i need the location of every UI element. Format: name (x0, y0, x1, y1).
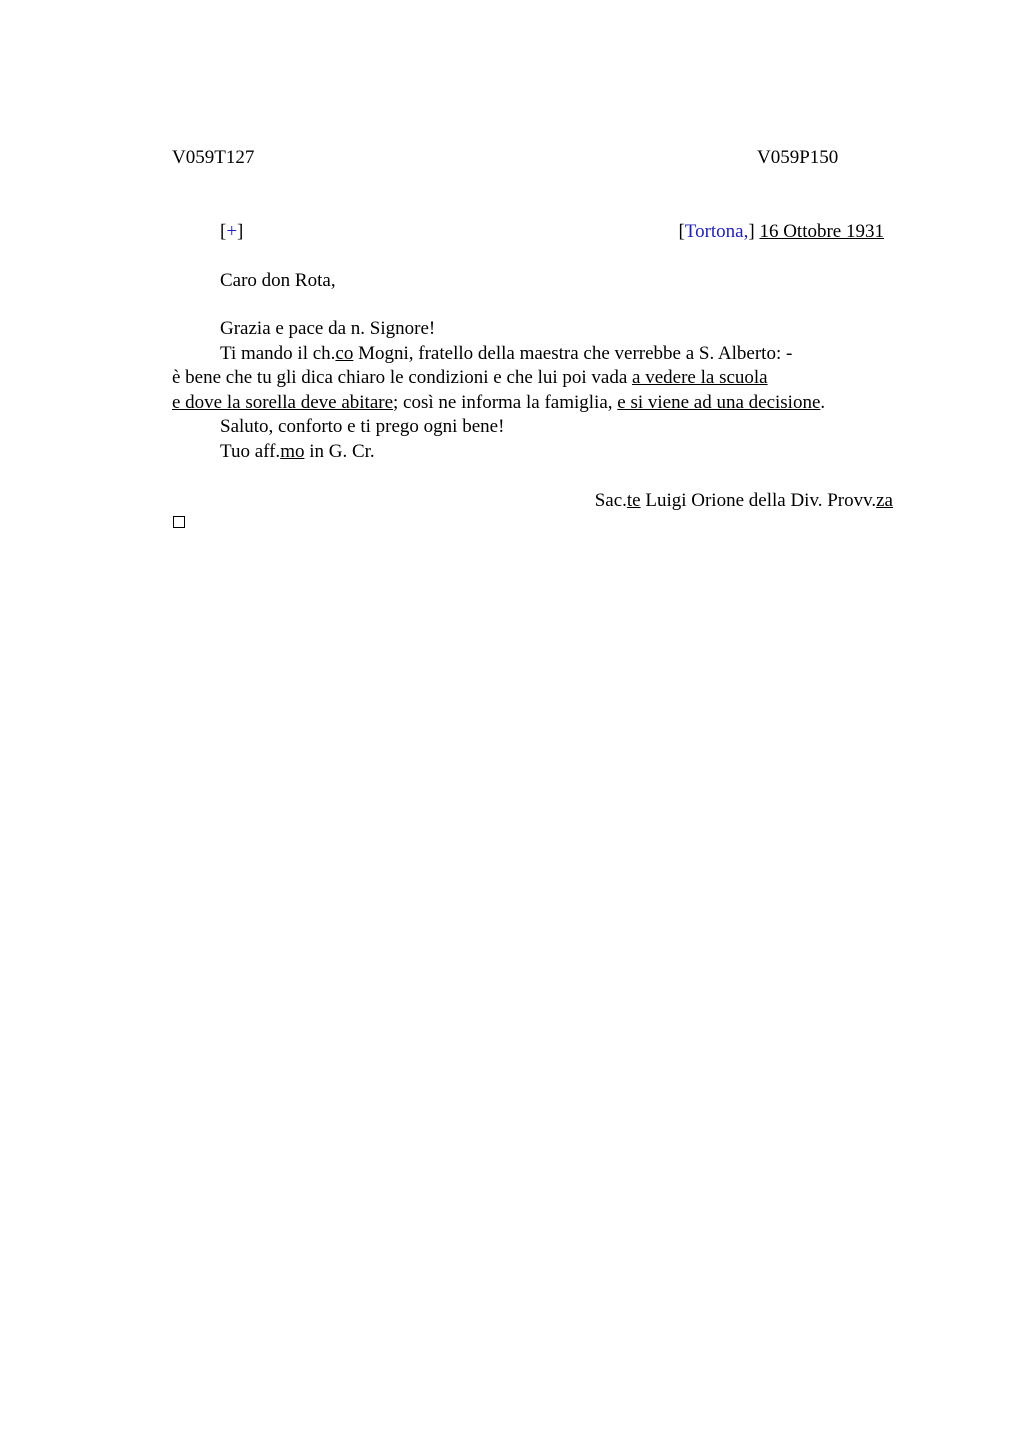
date: 16 Ottobre 1931 (759, 221, 884, 242)
salutation: Caro don Rota, (220, 270, 336, 291)
document-code-left: V059T127 (172, 147, 255, 168)
end-marker-square-icon (173, 516, 185, 528)
body-line-3: è bene che tu gli dica chiaro le condizioni e che lui poi vada a vedere la scuola (172, 367, 768, 388)
body-line-1: Grazia e pace da n. Signore! (220, 318, 436, 339)
body-line-4: e dove la sorella deve abitare; così ne informa la famiglia, e si viene ad una decisione. (172, 392, 826, 413)
body-line-2: Ti mando il ch.co Mogni, fratello della maestra che verrebbe a S. Alberto: - (220, 343, 793, 364)
body-line-5: Saluto, conforto e ti prego ogni bene! (220, 416, 505, 437)
place-date: [Tortona,] 16 Ottobre 1931 (678, 221, 884, 242)
place: Tortona, (684, 221, 749, 242)
signature: Sac.te Luigi Orione della Div. Provv.za (594, 490, 893, 511)
cross-icon: + (226, 221, 238, 242)
closing: Tuo aff.mo in G. Cr. (220, 441, 375, 462)
document-code-right: V059P150 (757, 147, 839, 168)
cross-marker: [+] (220, 221, 244, 242)
